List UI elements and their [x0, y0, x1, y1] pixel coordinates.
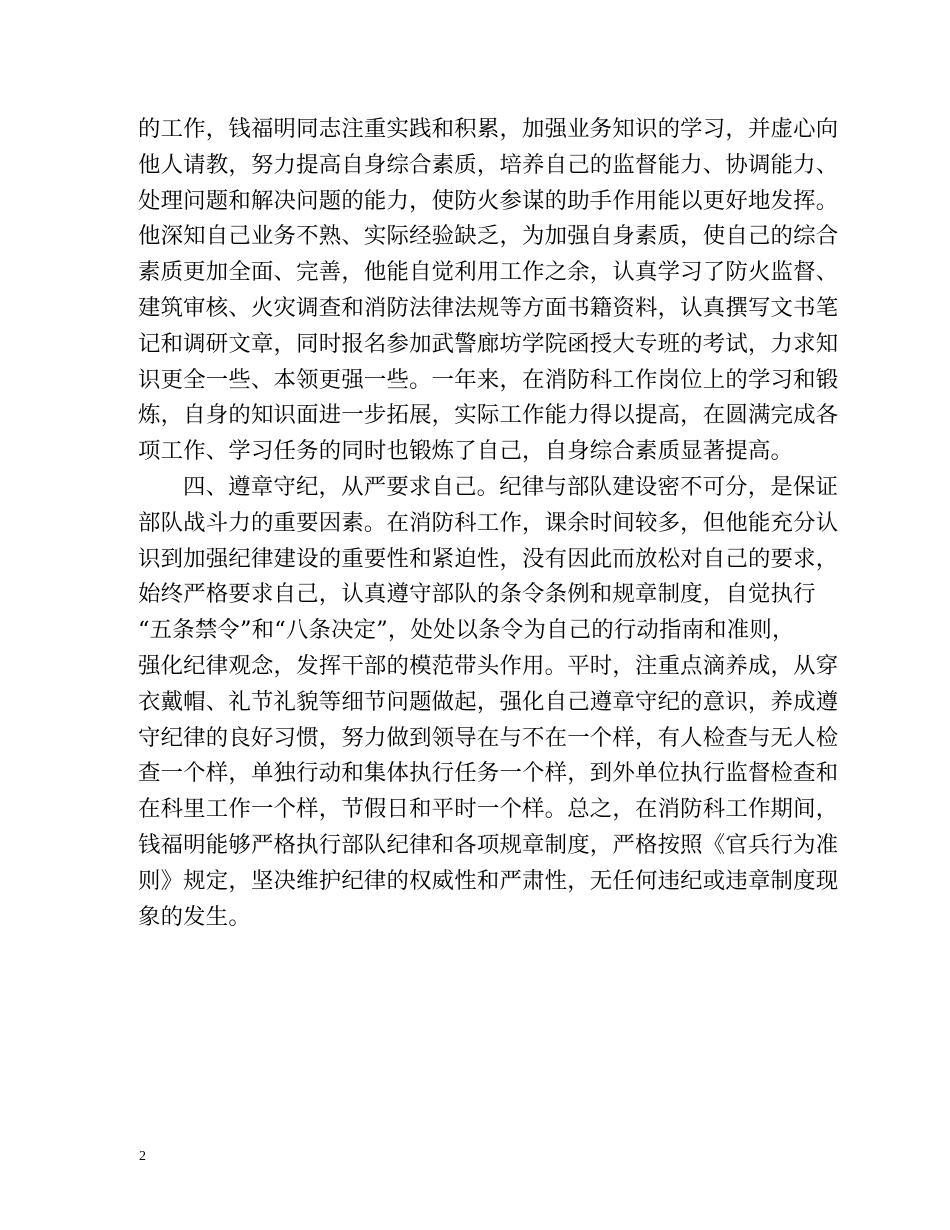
text-line: 在科里工作一个样，节假日和平时一个样。总之，在消防科工作期间，: [138, 796, 839, 823]
text-line: 建筑审核、火灾调查和消防法律法规等方面书籍资料，认真撰写文书笔: [138, 294, 839, 321]
body-text: [138, 112, 839, 935]
page-number: 2: [139, 1149, 146, 1164]
text-line: 部队战斗力的重要因素。在消防科工作，课余时间较多，但他能充分认: [138, 509, 839, 536]
text-line: 象的发生。: [138, 903, 251, 930]
text-line: “五条禁令”和“八条决定”，处处以条令为自己的行动指南和准则，: [138, 617, 795, 644]
paragraph-start-line: 四、遵章守纪，从严要求自己。纪律与部队建设密不可分，是保证: [183, 473, 839, 500]
text-line: 始终严格要求自己，认真遵守部队的条令条例和规章制度，自觉执行: [138, 581, 816, 608]
text-line: 强化纪律观念，发挥干部的模范带头作用。平时，注重点滴养成，从穿: [138, 652, 839, 679]
text-line: 查一个样，单独行动和集体执行任务一个样，到外单位执行监督检查和: [138, 760, 839, 787]
text-line: 他人请教，努力提高自身综合素质，培养自己的监督能力、协调能力、: [138, 151, 839, 178]
text-line: 的工作，钱福明同志注重实践和积累，加强业务知识的学习，并虚心向: [138, 116, 839, 142]
text-line: 他深知自己业务不熟、实际经验缺乏，为加强自身素质，使自己的综合: [138, 223, 839, 250]
text-line: 则》规定，坚决维护纪律的权威性和严肃性，无任何违纪或违章制度现: [138, 867, 839, 894]
text-line: 素质更加全面、完善，他能自觉利用工作之余，认真学习了防火监督、: [138, 259, 839, 286]
text-line: 识更全一些、本领更强一些。一年来，在消防科工作岗位上的学习和锻: [138, 366, 839, 393]
text-line: 守纪律的良好习惯，努力做到领导在与不在一个样，有人检查与无人检: [138, 724, 839, 751]
text-line: 衣戴帽、礼节礼貌等细节问题做起，强化自己遵章守纪的意识，养成遵: [138, 688, 839, 715]
text-line: 记和调研文章，同时报名参加武警廊坊学院函授大专班的考试，力求知: [138, 330, 839, 357]
text-line: 炼，自身的知识面进一步拓展，实际工作能力得以提高，在圆满完成各: [138, 402, 839, 429]
text-line: 项工作、学习任务的同时也锻炼了自己，自身综合素质显著提高。: [138, 438, 794, 465]
text-line: 识到加强纪律建设的重要性和紧迫性，没有因此而放松对自己的要求，: [138, 545, 839, 572]
text-line: 钱福明能够严格执行部队纪律和各项规章制度，严格按照《官兵行为准: [138, 831, 839, 858]
text-line: 处理问题和解决问题的能力，使防火参谋的助手作用能以更好地发挥。: [138, 187, 839, 214]
